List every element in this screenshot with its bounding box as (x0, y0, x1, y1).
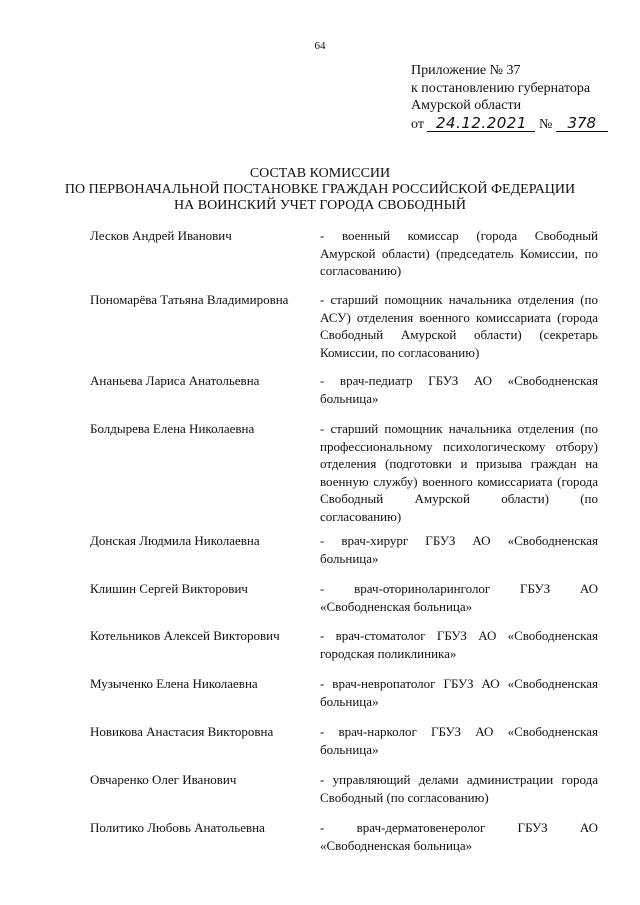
member-role: - старший помощник начальника отделения (по профессиональному психологическому отбору) отделения (подготовки и призыва граждан на военную службу) военного комиссариата (города Свободный Амурской области) (по согласованию) (320, 421, 598, 524)
member-name: Котельников Алексей Викторович (90, 628, 280, 643)
member-role: - врач-дерматовенеролог ГБУЗ АО «Свободненская больница» (320, 820, 598, 853)
member-role: - врач-оториноларинголог ГБУЗ АО «Свободненская больница» (320, 581, 598, 614)
member-role: - врач-хирург ГБУЗ АО «Свободненская больница» (320, 533, 598, 566)
member-role: - врач-стоматолог ГБУЗ АО «Свободненская городская поликлиника» (320, 628, 598, 661)
appendix-title: Приложение № 37 (411, 63, 521, 78)
member-role: - врач-нарколог ГБУЗ АО «Свободненская больница» (320, 724, 598, 757)
member-role: - врач-педиатр ГБУЗ АО «Свободненская больница» (320, 373, 598, 406)
member-name: Клишин Сергей Викторович (90, 581, 248, 596)
member-role: - управляющий делами администрации города Свободный (по согласованию) (320, 772, 598, 805)
document-title (0, 166, 640, 214)
appendix-reference: к постановлению губернатора (411, 80, 591, 96)
appendix-date-line (411, 115, 608, 134)
title-line-1: СОСТАВ КОМИССИИ (249, 166, 391, 181)
title-line-3: НА ВОИНСКИЙ УЧЕТ ГОРОДА СВОБОДНЫЙ (174, 198, 466, 213)
member-name: Лесков Андрей Иванович (90, 228, 232, 243)
member-name: Овчаренко Олег Иванович (90, 772, 237, 787)
member-name: Музыченко Елена Николаевна (90, 676, 258, 691)
handwritten-date: 24.12.2021 (427, 115, 535, 132)
member-role: - врач-невропатолог ГБУЗ АО «Свободненская больница» (320, 676, 598, 709)
appendix-region: Амурской области (411, 98, 522, 113)
page-number: 64 (314, 40, 326, 52)
handwritten-number: 378 (556, 115, 608, 132)
member-name: Ананьева Лариса Анатольевна (90, 373, 260, 388)
appendix-block (411, 62, 608, 133)
number-sign: № (538, 116, 553, 132)
member-name: Политико Любовь Анатольевна (90, 820, 265, 835)
member-name: Новикова Анастасия Викторовна (90, 724, 274, 739)
member-role: - старший помощник начальника отделения (по АСУ) отделения военного комиссариата (города Свободный Амурской области) (секретарь Комиссии, по согласованию) (320, 292, 598, 360)
member-name: Донская Людмила Николаевна (90, 533, 260, 548)
date-prefix: от (411, 116, 424, 132)
member-role: - военный комиссар (города Свободный Амурской области) (председатель Комиссии, по согласованию) (320, 228, 598, 278)
member-name: Болдырева Елена Николаевна (90, 421, 255, 436)
member-name: Пономарёва Татьяна Владимировна (90, 292, 289, 307)
title-line-2: ПО ПЕРВОНАЧАЛЬНОЙ ПОСТАНОВКЕ ГРАЖДАН РОССИЙСКОЙ ФЕДЕРАЦИИ (64, 182, 576, 197)
